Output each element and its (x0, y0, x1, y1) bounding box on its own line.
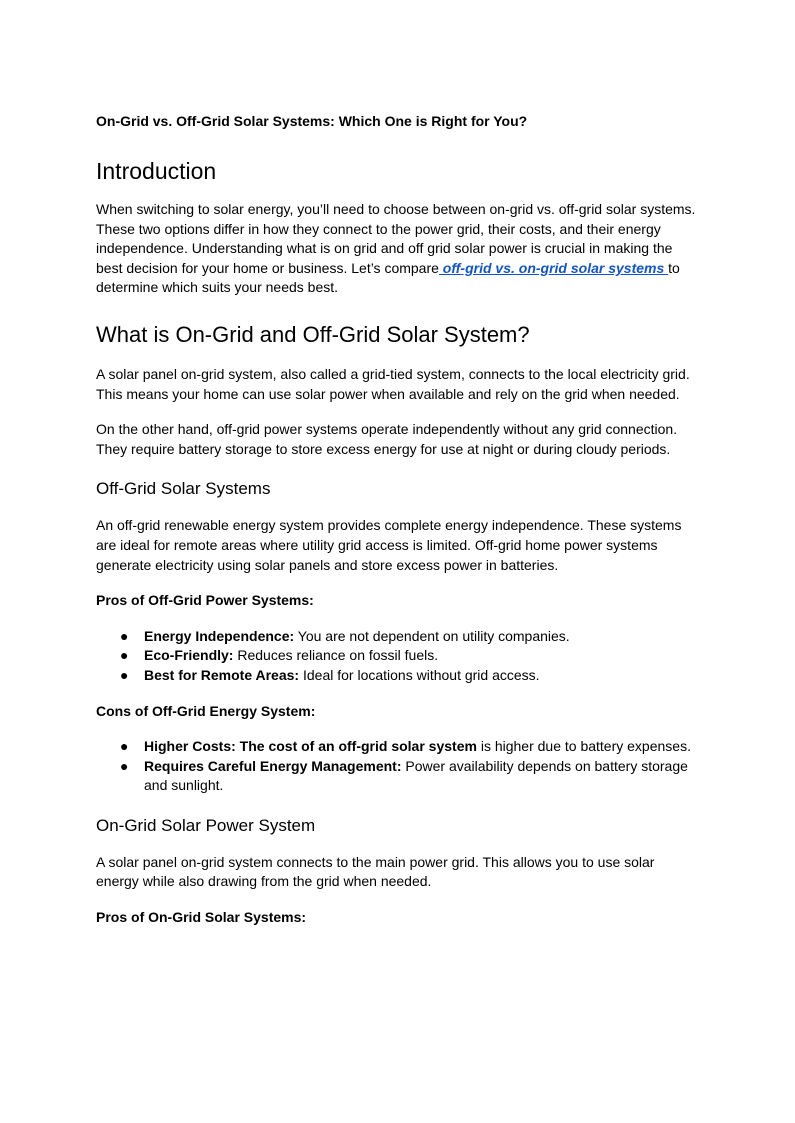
off-grid-vs-on-grid-link[interactable]: off-grid vs. on-grid solar systems (438, 259, 669, 276)
list-item: ● Energy Independence: You are not dependent on utility companies. (96, 627, 696, 647)
document-page (96, 112, 696, 928)
introduction-heading: Introduction (96, 158, 217, 184)
bullet-icon: ● (120, 757, 129, 774)
off-grid-pros-heading: Pros of Off-Grid Power Systems: (96, 592, 314, 609)
off-grid-heading: Off-Grid Solar Systems (96, 479, 271, 499)
off-grid-cons-list (96, 737, 696, 796)
what-is-paragraph-2: On the other hand, off-grid power systems operate independently without any grid connection. They require battery storage to store excess energy for use at night or during cloudy periods. (96, 421, 678, 457)
list-item: ● Higher Costs: The cost of an off-grid solar system is higher due to battery expenses. (96, 737, 696, 757)
introduction-paragraph (96, 200, 696, 298)
list-item: ● Eco-Friendly: Reduces reliance on fossil fuels. (96, 646, 696, 666)
what-is-heading: What is On-Grid and Off-Grid Solar System? (96, 321, 530, 347)
on-grid-pros-heading: Pros of On-Grid Solar Systems: (96, 909, 307, 926)
on-grid-heading: On-Grid Solar Power System (96, 815, 316, 835)
off-grid-cons-heading: Cons of Off-Grid Energy System: (96, 702, 316, 719)
bullet-icon: ● (120, 627, 129, 644)
list-item: ● Requires Careful Energy Management: Power availability depends on battery storage and sunlight. (120, 757, 688, 794)
document-title: On-Grid vs. Off-Grid Solar Systems: Which One is Right for You? (96, 113, 528, 129)
bullet-icon: ● (120, 666, 129, 683)
on-grid-paragraph: A solar panel on-grid system connects to the main power grid. This allows you to use solar energy while also drawing from the grid when needed. (96, 853, 655, 890)
off-grid-paragraph: An off-grid renewable energy system provides complete energy independence. These systems are ideal for remote areas where utility grid access is limited. Off-grid home power systems generate electricity using solar panels and store excess power in batteries. (96, 517, 682, 573)
intro-text-before-link: When switching to solar energy, you’ll need to choose between on-grid vs. off-grid solar systems. These two options differ in how they connect to the power grid, their costs, and their energy independence. Understanding what is on grid and off grid solar power is crucial in making the best decision for your home or business. Let’s compare (96, 201, 696, 276)
list-item: ● Best for Remote Areas: Ideal for locations without grid access. (96, 666, 696, 686)
off-grid-pros-list (96, 627, 696, 686)
what-is-paragraph-1: A solar panel on-grid system, also called a grid-tied system, connects to the local electricity grid. This means your home can use solar power when available and rely on the grid when needed. (96, 365, 690, 402)
intro-text-after-link: to determine which suits your needs best. (96, 259, 680, 296)
bullet-icon: ● (120, 738, 129, 755)
bullet-icon: ● (120, 647, 129, 664)
